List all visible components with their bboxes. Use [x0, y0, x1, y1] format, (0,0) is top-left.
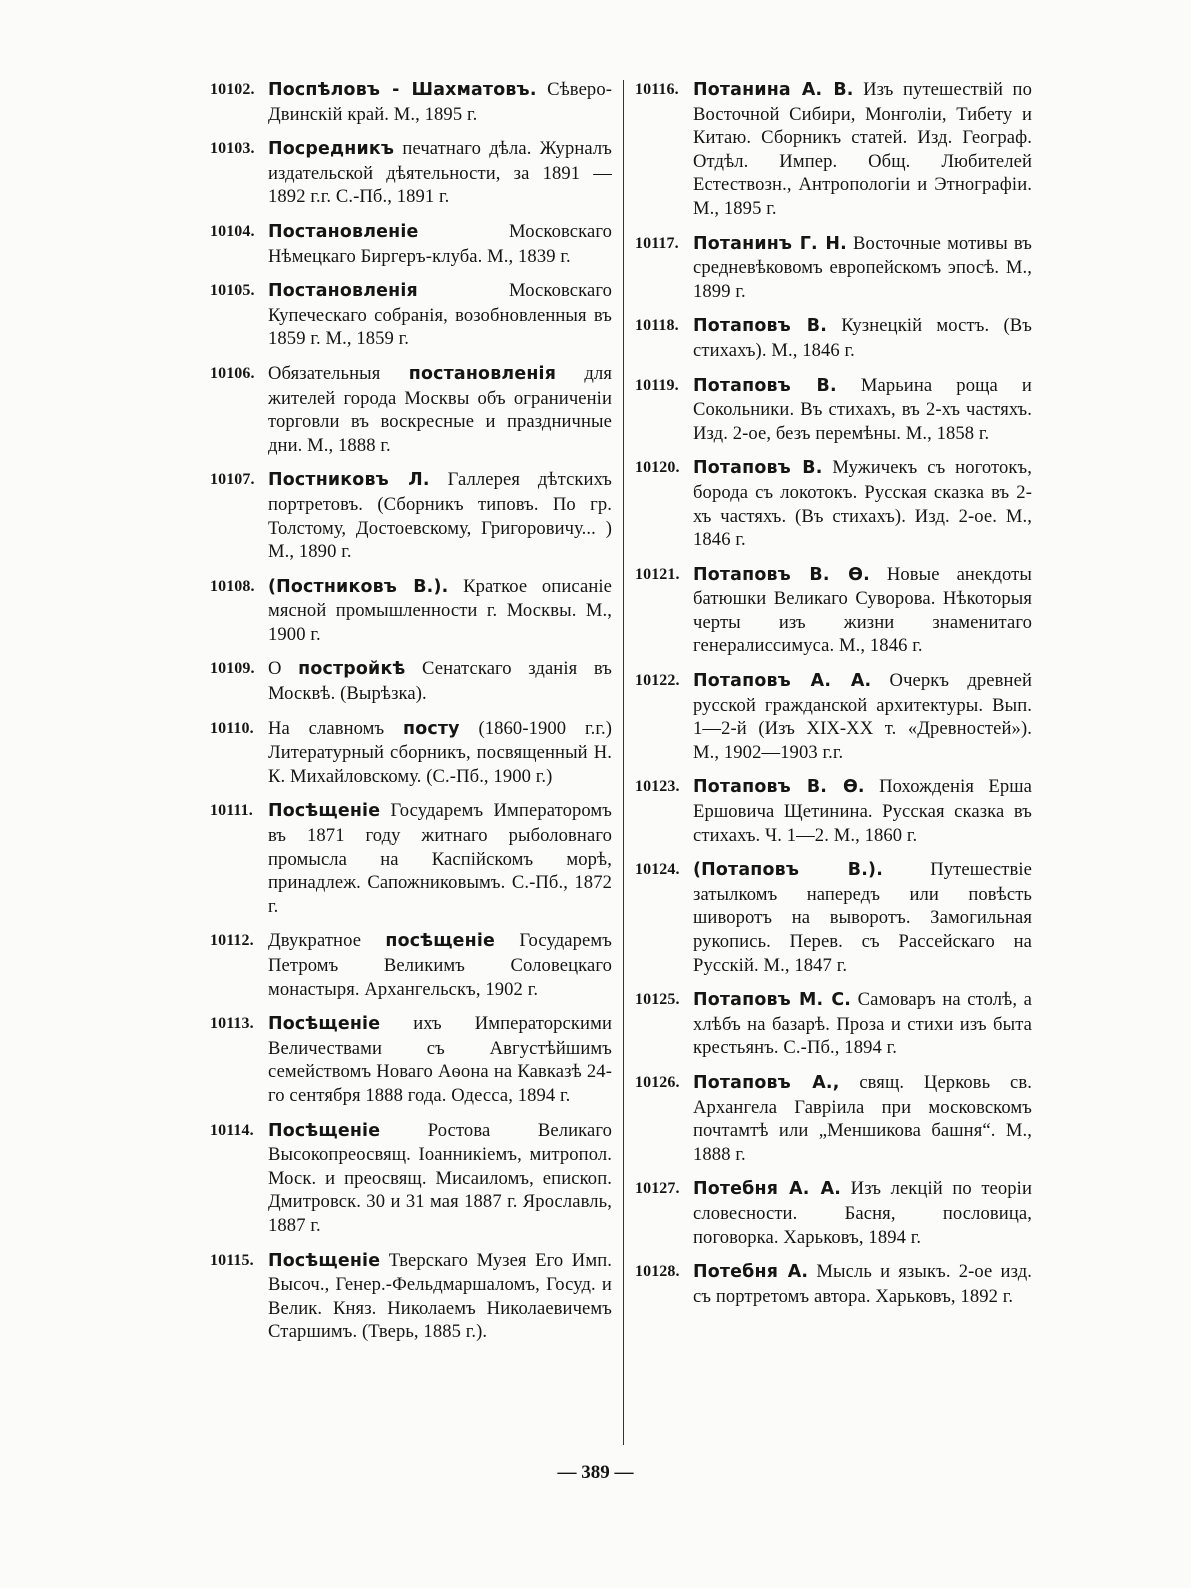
entry-description: (1860-1900 г.г.) Литературный сборникъ, посвященный Н. К. Михайловскому. (С.-Пб., 1900 г.) — [268, 717, 612, 787]
entry-number: 10106. — [210, 364, 255, 382]
catalog-entry — [635, 1177, 1032, 1249]
entry-description: Восточные мотивы въ средневѣковомъ европейскомъ эпосѣ. М., 1899 г. — [693, 232, 1033, 302]
entry-description: Мысль и языкъ. 2-ое изд. съ портретомъ автора. Харьковъ, 1892 г. — [693, 1261, 1033, 1307]
entry-description: Сѣверо-Двинскій край. М., 1895 г. — [268, 79, 613, 125]
entry-text — [268, 1119, 612, 1238]
entry-heading: Потанинъ Г. Н. — [693, 233, 847, 254]
entry-description: Краткое описаніе мясной промышленности г. Москвы. М., 1900 г. — [268, 575, 612, 645]
entry-number: 10110. — [210, 719, 254, 737]
entry-heading: Потаповъ А. А. — [693, 671, 872, 692]
entry-text — [268, 929, 612, 1001]
entry-number: 10124. — [635, 861, 680, 879]
entry-number: 10111. — [210, 802, 253, 820]
entry-number: 10126. — [635, 1073, 680, 1091]
page-number: — 389 — — [557, 1462, 634, 1483]
entry-text — [268, 220, 612, 268]
entry-text — [268, 279, 612, 351]
entry-text — [268, 717, 612, 789]
catalog-entry — [635, 563, 1032, 658]
entry-number: 10119. — [635, 376, 679, 394]
column-divider — [623, 80, 624, 1445]
entry-number: 10123. — [635, 778, 680, 796]
entry-text — [268, 575, 612, 647]
entry-description: Ростова Великаго Высокопреосвящ. Іоанникіемъ, митропол. Моск. и преосвящ. Мисаиломъ, епископ. Дмитровск. 30 и 31 мая 1887 г. Ярославль, 1887 г. — [268, 1119, 612, 1236]
entry-number: 10115. — [210, 1251, 254, 1269]
entry-description: Кузнецкій мостъ. (Въ стихахъ). М., 1846 г. — [693, 315, 1032, 361]
entry-text — [693, 1260, 1032, 1308]
catalog-entry — [210, 929, 612, 1001]
entry-text — [268, 1249, 612, 1344]
catalog-entry — [635, 314, 1032, 362]
entry-text — [693, 314, 1032, 362]
entry-heading: Посредникъ — [268, 139, 395, 160]
entry-description: Новые анекдоты батюшки Великаго Суворова. Нѣкоторыя черты изъ жизни знаменитаго генералиссимуса. М., 1846 г. — [693, 563, 1032, 657]
entry-number: 10120. — [635, 459, 680, 477]
catalog-entry — [210, 717, 612, 789]
entry-text — [693, 1071, 1032, 1166]
entry-description: ихъ Императорскими Величествами съ Августѣйшимъ семействомъ Новаго Аѳона на Кавказѣ 24-го сентября 1888 года. Одесса, 1894 г. — [268, 1013, 612, 1106]
entry-description: Сенатскаго зданія въ Москвѣ. (Вырѣзка). — [268, 658, 612, 705]
entry-text — [693, 563, 1032, 658]
catalog-entry — [635, 456, 1032, 551]
entry-text — [268, 657, 612, 705]
catalog-entry — [210, 220, 612, 268]
entry-heading: (Потаповъ В.). — [693, 860, 884, 881]
entry-description: Похожденія Ерша Ершовича Щетинина. Русская сказка въ стихахъ. Ч. 1—2. М., 1860 г. — [693, 776, 1032, 846]
entry-number: 10105. — [210, 282, 255, 300]
entry-description: Изъ лекцій по теоріи словесности. Басня, пословица, поговорка. Харьковъ, 1894 г. — [693, 1178, 1033, 1248]
entry-number: 10113. — [210, 1015, 254, 1033]
catalog-entry — [635, 775, 1032, 847]
entry-description: Государемъ Петромъ Великимъ Соловецкаго монастыря. Архангельскъ, 1902 г. — [268, 930, 612, 1000]
entry-description: Московскаго Нѣмецкаго Биргеръ-клуба. М., 1839 г. — [268, 220, 612, 267]
entry-heading: (Постниковъ В.). — [268, 576, 449, 597]
entry-description: Московскаго Купеческаго собранія, возобновленныя въ 1859 г. М., 1859 г. — [268, 280, 612, 350]
entry-text — [268, 137, 612, 209]
catalog-entry — [210, 362, 612, 457]
entry-number: 10104. — [210, 222, 255, 240]
entry-description: Изъ путешествій по Восточной Сибири, Монголіи, Тибету и Китаю. Сборникъ статей. Изд. Географ. Отдѣл. Импер. Общ. Любителей Естествозн., Антропологіи и Этнографіи. М., 1895 г. — [693, 79, 1032, 219]
entry-number: 10103. — [210, 140, 255, 158]
entry-text — [693, 1177, 1032, 1249]
entry-heading: Потаповъ В. Ѳ. — [693, 777, 865, 798]
entry-number: 10114. — [210, 1121, 254, 1139]
entry-description: свящ. Церковь св. Архангела Гавріила при московскомъ почтамтѣ или „Меншикова башня“. М., 1888 г. — [693, 1071, 1033, 1165]
entry-text — [693, 669, 1032, 764]
entry-number: 10117. — [635, 234, 679, 252]
catalog-entry — [210, 468, 612, 563]
entry-number: 10107. — [210, 471, 255, 489]
catalog-entry — [210, 575, 612, 647]
left-column — [210, 78, 612, 1355]
catalog-entry — [635, 988, 1032, 1060]
entry-number: 10109. — [210, 660, 255, 678]
catalog-entry — [210, 1249, 612, 1344]
entry-heading: Потебня А. — [693, 1262, 809, 1283]
entry-heading: Посѣщеніе — [268, 1120, 381, 1141]
entry-text — [693, 775, 1032, 847]
entry-prefix: Двукратное — [268, 930, 386, 952]
entry-heading: Постниковъ Л. — [268, 470, 430, 491]
catalog-entry — [210, 137, 612, 209]
entry-heading: постановленія — [408, 363, 557, 384]
entry-heading: Посѣщеніе — [268, 801, 381, 822]
entry-description: для жителей города Москвы объ ограниченіи торговли въ воскресные и праздничные дни. М., 1888 г. — [268, 362, 612, 456]
entry-heading: Потаповъ А., — [693, 1072, 840, 1093]
entry-heading: Потаповъ В. — [693, 316, 828, 337]
catalog-entry — [635, 1071, 1032, 1166]
entry-description: Очеркъ древней русской гражданской архитектуры. Вып. 1—2-й (Изъ XIX-XX т. «Древностей»). М., 1902—1903 г.г. — [693, 670, 1032, 763]
entry-heading: Потаповъ В. — [693, 458, 823, 479]
entry-number: 10102. — [210, 81, 255, 98]
entry-heading: посѣщеніе — [385, 931, 496, 952]
catalog-entry — [635, 1260, 1032, 1308]
entry-number: 10122. — [635, 672, 680, 690]
entry-heading: Посѣщеніе — [268, 1250, 381, 1271]
catalog-entry — [210, 1119, 612, 1238]
entry-prefix: Обязательныя — [268, 362, 409, 384]
entry-heading: Потаповъ В. Ѳ. — [693, 564, 870, 585]
entry-number: 10116. — [635, 81, 679, 98]
entry-number: 10127. — [635, 1180, 680, 1198]
catalog-entry — [210, 799, 612, 918]
catalog-entry — [635, 232, 1032, 304]
entry-heading: Потебня А. А. — [693, 1179, 842, 1200]
entry-text — [268, 468, 612, 563]
catalog-entry — [635, 78, 1032, 221]
entry-description: Самоваръ на столѣ, а хлѣбъ на базарѣ. Проза и стихи изъ быта крестьянъ. С.-Пб., 1894 г. — [693, 989, 1032, 1059]
entry-text — [268, 1012, 612, 1107]
entry-text — [268, 78, 612, 126]
entry-prefix: О — [268, 658, 299, 680]
entry-heading: Потаповъ М. С. — [693, 990, 852, 1011]
entry-number: 10108. — [210, 577, 255, 595]
entry-number: 10118. — [635, 317, 679, 335]
entry-text — [693, 456, 1032, 551]
entry-text — [693, 78, 1032, 221]
catalog-entry — [635, 669, 1032, 764]
catalog-entry — [210, 279, 612, 351]
entry-heading: постройкѣ — [298, 659, 406, 680]
entry-number: 10121. — [635, 565, 680, 583]
entry-number: 10128. — [635, 1263, 680, 1281]
entry-number: 10112. — [210, 932, 254, 950]
entry-text — [268, 362, 612, 457]
entry-heading: Постановленіе — [268, 221, 419, 242]
entry-text — [268, 799, 612, 918]
entry-description: Мужичекъ съ ноготокъ, борода съ локотокъ. Русская сказка въ 2-хъ частяхъ. (Въ стихахъ). Изд. 2-ое. М., 1846 г. — [693, 457, 1032, 551]
entry-heading: посту — [403, 718, 460, 739]
catalog-entry — [635, 858, 1032, 977]
entry-heading: Посѣщеніе — [268, 1014, 381, 1035]
entry-description: печатнаго дѣла. Журналъ издательской дѣятельности, за 1891 — 1892 г.г. С.-Пб., 1891 г. — [268, 138, 612, 208]
entry-heading: Потаповъ В. — [693, 375, 837, 396]
entry-text — [693, 232, 1032, 304]
catalog-entry — [635, 374, 1032, 446]
entry-text — [693, 858, 1032, 977]
entry-description: Галлерея дѣтскихъ портретовъ. (Сборникъ типовъ. По гр. Толстому, Достоевскому, Григоровичу... ) М., 1890 г. — [268, 469, 613, 563]
entry-heading: Постановленія — [268, 281, 418, 302]
catalog-entry — [210, 1012, 612, 1107]
entry-prefix: На славномъ — [268, 717, 404, 739]
catalog-entry — [210, 657, 612, 705]
right-column — [635, 78, 1032, 1319]
entry-description: Государемъ Императоромъ въ 1871 году житнаго рыболовнаго промысла на Каспійскомъ морѣ, принадлеж. Сапожниковымъ. С.-Пб., 1872 г. — [268, 800, 612, 917]
entry-heading: Потанина А. В. — [693, 80, 854, 100]
entry-description: Путешествіе затылкомъ напередъ или повѣсть шиворотъ на выворотъ. Замогильная рукопись. Перев. съ Рассейскаго на Русскій. М., 1847 г. — [693, 859, 1033, 976]
entry-description: Марьина роща и Сокольники. Въ стихахъ, въ 2-хъ частяхъ. Изд. 2-ое, безъ перемѣны. М., 1858 г. — [693, 374, 1032, 444]
entry-description: Тверскаго Музея Его Имп. Высоч., Генер.-Фельдмаршаломъ, Госуд. и Велик. Княз. Николаемъ Николаевичемъ Старшимъ. (Тверь, 1885 г.). — [268, 1249, 612, 1343]
catalog-entry — [210, 78, 612, 126]
entry-text — [693, 988, 1032, 1060]
entry-text — [693, 374, 1032, 446]
entry-heading: Поспѣловъ - Шахматовъ. — [268, 80, 537, 100]
entry-number: 10125. — [635, 991, 680, 1009]
